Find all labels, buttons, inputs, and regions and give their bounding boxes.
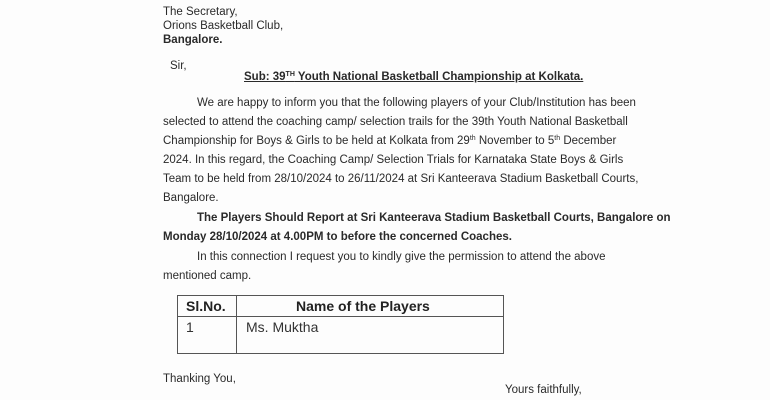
header-player-name: Name of the Players (296, 298, 430, 314)
ordinal-suffix: th (554, 135, 561, 142)
cell-player-name: Ms. Muktha (246, 319, 319, 335)
paragraph-line: The Players Should Report at Sri Kanteerava Stadium Basketball Courts, Bangalore on (197, 212, 671, 224)
line-text: December (560, 135, 617, 147)
paragraph-line: Team to be held from 28/10/2024 to 26/11/2024 at Sri Kanteerava Stadium Basketball Courts, (163, 173, 639, 185)
table-header-row (178, 296, 503, 317)
paragraph-line: selected to attend the coaching camp/ selection trails for the 39th Youth National Basketball (163, 116, 628, 128)
paragraph-line: In this connection I request you to kindly give the permission to attend the above (197, 251, 606, 263)
players-table (177, 295, 504, 354)
cell-sl-no: 1 (186, 319, 194, 335)
column-divider (236, 296, 237, 316)
recipient-organization: Orions Basketball Club, (163, 20, 284, 32)
line-text: Championship for Boys & Girls to be held at Kolkata from 29 (163, 135, 470, 147)
subject-line (244, 71, 583, 83)
paragraph-line: mentioned camp. (163, 270, 252, 282)
header-sl-no: Sl.No. (186, 298, 226, 314)
ordinal-suffix: th (469, 135, 476, 142)
paragraph-line (163, 132, 638, 151)
body-paragraph-2 (163, 209, 671, 247)
column-divider (236, 317, 237, 353)
line-text: November to 5 (475, 135, 555, 147)
paragraph-line: 2024. In this regard, the Coaching Camp/ Selection Trials for Karnataka State Boys & Girls (163, 154, 624, 166)
body-paragraph-3 (163, 248, 606, 286)
signoff-line: Yours faithfully, (505, 384, 582, 396)
paragraph-line: Bangalore. (163, 192, 219, 204)
subject-text: Youth National Basketball Championship at Kolkata. (294, 71, 584, 83)
subject-ordinal-suffix: TH (285, 71, 295, 78)
paragraph-line: We are happy to inform you that the following players of your Club/Institution has been (197, 97, 636, 109)
paragraph-line: Monday 28/10/2024 at 4.00PM to before the concerned Coaches. (163, 231, 512, 243)
table-row (178, 317, 503, 353)
recipient-city: Bangalore. (163, 34, 223, 46)
closing-line: Thanking You, (163, 373, 236, 385)
body-paragraph-1 (163, 94, 638, 208)
subject-prefix: Sub: 39 (244, 71, 286, 83)
salutation: Sir, (170, 60, 187, 72)
recipient-title: The Secretary, (163, 6, 238, 18)
